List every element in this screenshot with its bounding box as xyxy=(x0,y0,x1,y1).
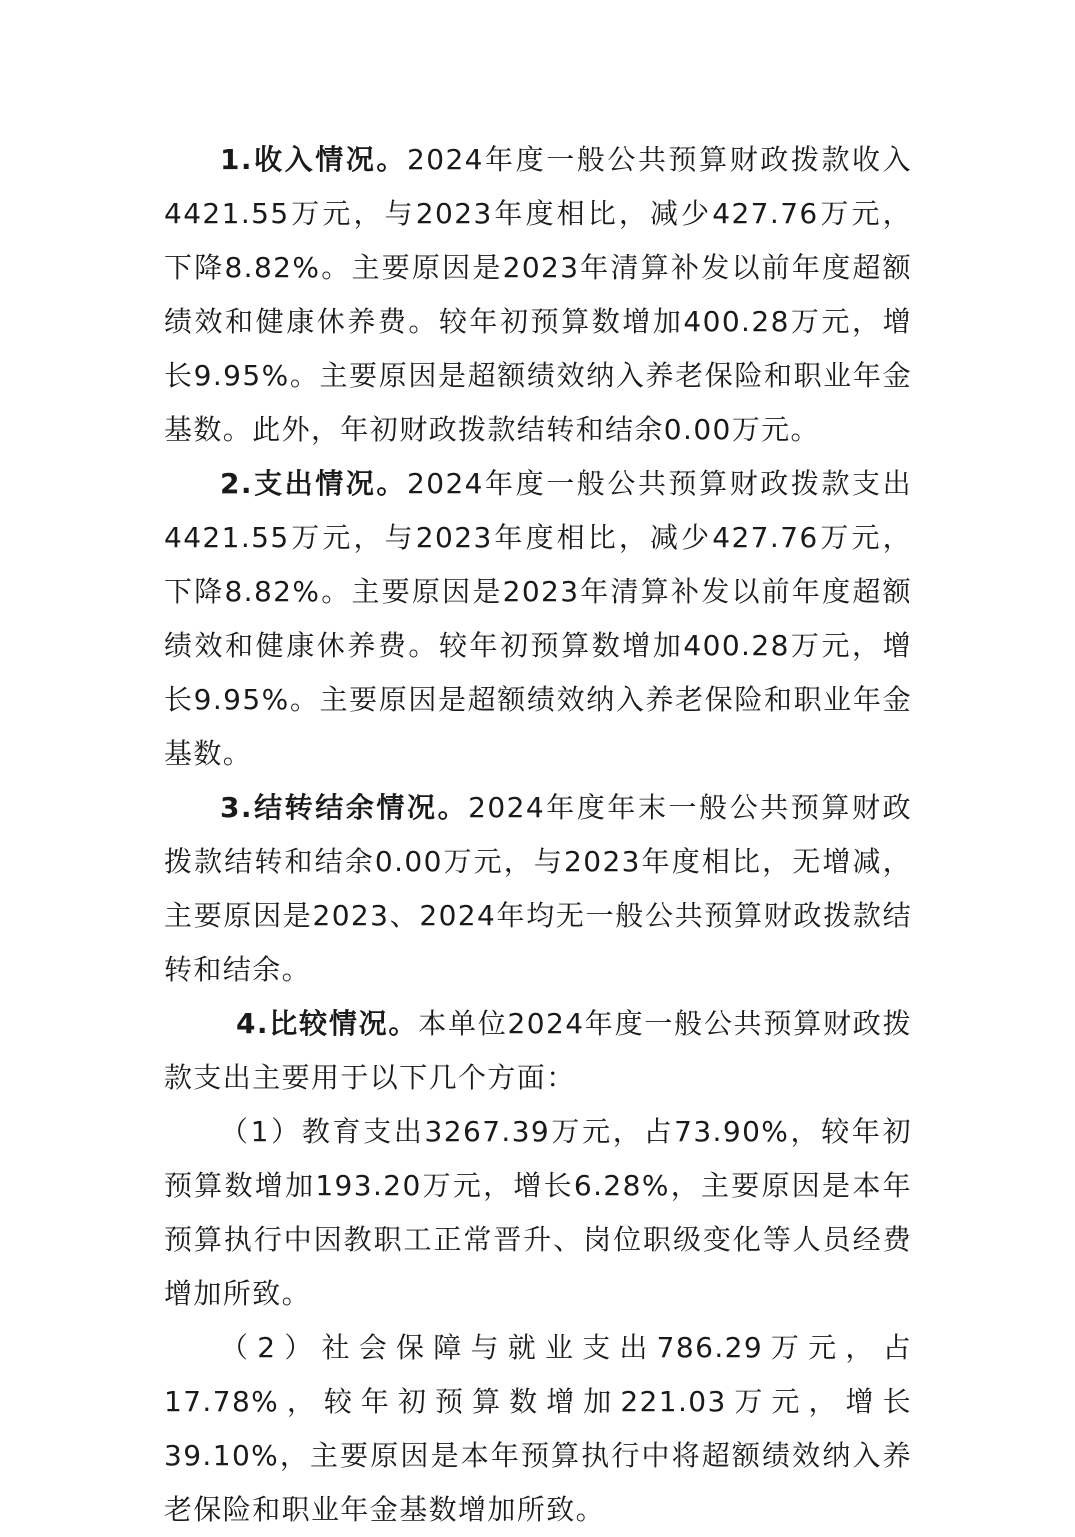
list-item-social-security: （2）社会保障与就业支出786.29万元，占17.78%，较年初预算数增加221.03万元，增长39.10%，主要原因是本年预算执行中将超额绩效纳入养老保险和职业年金基数增加所致。 xyxy=(164,1331,912,1526)
section-body-comparison: 本单位2024年度一般公共预算财政拨款支出主要用于以下几个方面： xyxy=(164,1007,912,1094)
section-heading-comparison: 4.比较情况。 xyxy=(236,1007,419,1040)
section-expenditure xyxy=(164,457,912,781)
list-item-education: （1）教育支出3267.39万元，占73.90%，较年初预算数增加193.20万元，增长6.28%，主要原因是本年预算执行中因教职工正常晋升、岗位职级变化等人员经费增加所致。 xyxy=(164,1115,912,1310)
section-heading-income: 1.收入情况。 xyxy=(220,143,408,176)
section-body-carryover: 2024年度年末一般公共预算财政拨款结转和结余0.00万元，与2023年度相比，无增减，主要原因是2023、2024年均无一般公共预算财政拨款结转和结余。 xyxy=(164,791,912,986)
section-heading-carryover: 3.结转结余情况。 xyxy=(220,791,469,824)
section-carryover xyxy=(164,781,912,997)
section-heading-expenditure: 2.支出情况。 xyxy=(220,467,408,500)
document-page xyxy=(164,133,912,1537)
section-comparison xyxy=(164,997,912,1105)
section-body-income: 2024年度一般公共预算财政拨款收入4421.55万元，与2023年度相比，减少427.76万元，下降8.82%。主要原因是2023年清算补发以前年度超额绩效和健康休养费。较年初预算数增加400.28万元，增长9.95%。主要原因是超额绩效纳入养老保险和职业年金基数。此外，年初财政拨款结转和结余0.00万元。 xyxy=(164,143,913,446)
section-income xyxy=(164,133,912,457)
section-body-expenditure: 2024年度一般公共预算财政拨款支出4421.55万元，与2023年度相比，减少427.76万元，下降8.82%。主要原因是2023年清算补发以前年度超额绩效和健康休养费。较年初预算数增加400.28万元，增长9.95%。主要原因是超额绩效纳入养老保险和职业年金基数。 xyxy=(164,467,913,770)
